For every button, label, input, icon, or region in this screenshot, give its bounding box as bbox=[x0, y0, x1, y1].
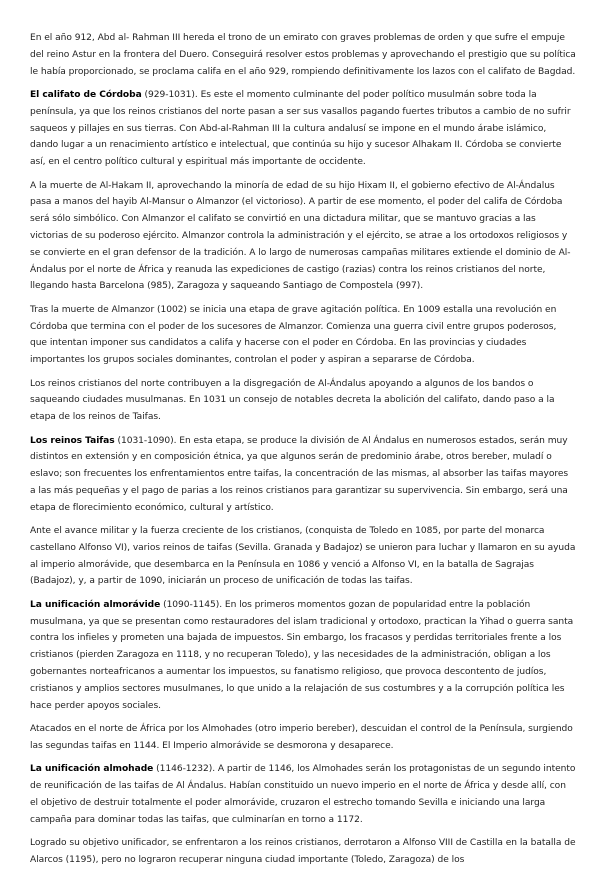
paragraph-6 bbox=[30, 433, 576, 517]
paragraph-text: (1031-1090). En esta etapa, se produce la división de Al Ándalus en numerosos estados, serán muy distintos en extensión y en composición étnica, ya que algunos serán de predominio árabe, otros bereber, muladí o eslavo; son frecuentes los enfrentamientos entre taifas, la concentración de las mismas, al absorber las taifas mayores a las más pequeñas y el pago de parias a los reinos cristianos para garantizar su supervivencia. Sin embargo, será una etapa de florecimiento económico, cultural y artístico. bbox=[30, 435, 569, 513]
paragraph-11 bbox=[30, 835, 576, 869]
paragraph-text: Ante el avance militar y la fuerza creciente de los cristianos, (conquista de Toledo en 1085, por parte del monarca castellano Alfonso VI), varios reinos de taifas (Sevilla. Granada y Badajoz) se unieron para luchar y llamaron en su ayuda al imperio almorávide, que desembarca en la Península en 1086 y venció a Alfonso VI, en la batalla de Sagrajas (Badajoz), y, a partir de 1090, iniciarán un proceso de unificación de todas las taifas. bbox=[30, 526, 576, 587]
paragraph-8 bbox=[30, 597, 576, 715]
paragraph-4 bbox=[30, 302, 576, 369]
paragraph-5 bbox=[30, 376, 576, 426]
document-page bbox=[30, 30, 576, 875]
paragraph-text: (1090-1145). En los primeros momentos gozan de popularidad entre la población musulmana, ya que se presentan como restauradores del islam tradicional y ortodoxo, practican la Yihad o guerra santa contra los infieles y prometen una bajada de impuestos. Sin embargo, los fracasos y perdidas territoriales frente a los cristianos (pierden Zaragoza en 1118, y no recuperan Toledo), y las necesidades de la administración, obligan a los gobernantes norteafricanos a aumentar los impuestos, su fanatismo religioso, que provoca descontento de judíos, cristianos y amplios sectores musulmanes, lo que unido a la relajación de sus costumbres y a la corrupción política les hace perder apoyos sociales. bbox=[30, 599, 574, 711]
paragraph-text: Tras la muerte de Almanzor (1002) se inicia una etapa de grave agitación política. En 1009 estalla una revolución en Córdoba que termina con el poder de los sucesores de Almanzor. Comienza una guerra civil entre grupos poderosos, que intentan imponer sus candidatos a califa y hacerse con el poder en Córdoba. En las provincias y ciudades importantes los grupos sociales dominantes, controlan el poder y aspiran a separarse de Córdoba. bbox=[30, 304, 557, 366]
paragraph-1 bbox=[30, 30, 576, 80]
paragraph-heading: El califato de Córdoba bbox=[30, 89, 142, 100]
paragraph-heading: La unificación almorávide bbox=[30, 599, 161, 610]
paragraph-heading: La unificación almohade bbox=[30, 764, 154, 775]
paragraph-text: (1146-1232). A partir de 1146, los Almohades serán los protagonistas de un segundo intento de reunificación de las taifas de Al Ándalus. Habían constituido un nuevo imperio en el norte de África y desde allí, con el objetivo de destruir totalmente el poder almorávide, cruzaron el estrecho tomando Sevilla e iniciando una larga campaña para dominar todas las taifas, que culminarían en torno a 1172. bbox=[30, 764, 576, 825]
paragraph-9 bbox=[30, 721, 576, 755]
paragraph-3 bbox=[30, 178, 576, 296]
paragraph-text: Atacados en el norte de África por los Almohades (otro imperio bereber), descuidan el control de la Península, surgiendo las segundas taifas en 1144. El Imperio almorávide se desmorona y desaparece. bbox=[30, 724, 573, 751]
paragraph-text: Los reinos cristianos del norte contribuyen a la disgregación de Al-Ándalus apoyando a algunos de los bandos o saqueando ciudades musulmanas. En 1031 un consejo de notables decreta la abolición del califato, dando paso a la etapa de los reinos de Taifas. bbox=[30, 378, 555, 423]
paragraph-7 bbox=[30, 523, 576, 590]
paragraph-text: Logrado su objetivo unificador, se enfrentaron a los reinos cristianos, derrotaron a Alfonso VIII de Castilla en la batalla de Alarcos (1195), pero no lograron recuperar ninguna ciudad importante (Toledo, Zaragoza) de los bbox=[30, 838, 576, 865]
paragraph-2 bbox=[30, 87, 576, 171]
paragraph-text: A la muerte de Al-Hakam II, aprovechando la minoría de edad de su hijo Hixam II, el gobierno efectivo de Al-Ándalus pasa a manos del hayib Al-Mansur o Almanzor (el victorioso). A partir de ese momento, el poder del califa de Córdoba será sólo simbólico. Con Almanzor el califato se convirtió en una dictadura militar, que se mantuvo gracias a las victorias de su poderoso ejército. Almanzor controla la administración y el ejército, se atrae a los ortodoxos religiosos y se convierte en el gran defensor de la tradición. A lo largo de numerosas campañas militares extiende el dominio de Al- Ándalus por el norte de África y reanuda las expediciones de castigo (razias) contra los reinos cristianos del norte, llegando hasta Barcelona (985), Zaragoza y saqueando Santiago de Compostela (997). bbox=[30, 180, 571, 292]
paragraph-heading: Los reinos Taifas bbox=[30, 435, 115, 446]
paragraph-10 bbox=[30, 761, 576, 828]
paragraph-text: (929-1031). Es este el momento culminante del poder político musulmán sobre toda la península, ya que los reinos cristianos del norte pasan a ser sus vasallos pagando fuertes tributos a cambio de no sufrir saqueos y pillajes en sus tierras. Con Abd-al-Rahman III la cultura andalusí se impone en el mundo árabe islámico, dando lugar a un renacimiento artístico e intelectual, que continúa su hijo y sucesor Alhakam II. Córdoba se convierte así, en el centro político cultural y espiritual más importante de occidente. bbox=[30, 89, 571, 168]
paragraph-text: En el año 912, Abd al- Rahman III hereda el trono de un emirato con graves problemas de orden y que sufre el empuje del reino Astur en la frontera del Duero. Conseguirá resolver estos problemas y aprovechando el prestigio que su política le había proporcionado, se proclama califa en el año 929, rompiendo definitivamente los lazos con el califato de Bagdad. bbox=[30, 33, 576, 77]
